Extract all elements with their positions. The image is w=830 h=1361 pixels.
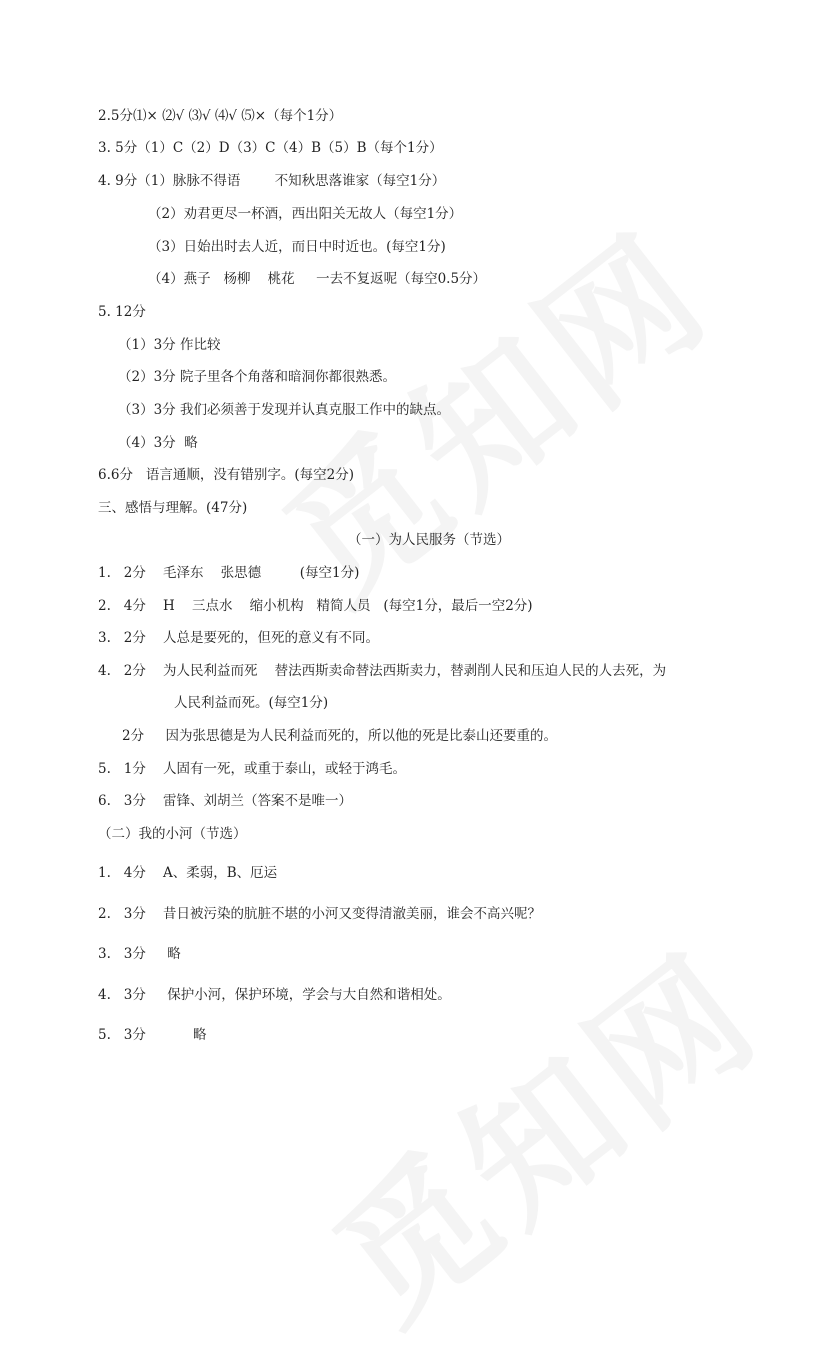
answer-line: 2. 4分 H 三点水 缩小机构 精简人员 (每空1分，最后一空2分) [98,598,533,614]
answer-line: （4）3分 略 [118,435,198,451]
answer-line: 6. 3分 雷锋、刘胡兰（答案不是唯一） [98,793,353,809]
answer-line: （2）劝君更尽一杯酒，西出阳关无故人（每空1分） [148,206,463,222]
answer-line: 3. 5分（1）C（2）D（3）C（4）B（5）B（每个1分） [98,140,443,156]
answer-line: 2分 因为张思德是为人民利益而死的，所以他的死是比泰山还要重的。 [122,728,558,744]
answer-line: 1. 4分 A、柔弱，B、厄运 [98,865,278,881]
answer-line: 3. 2分 人总是要死的，但死的意义有不同。 [98,630,380,646]
answer-line: 4. 3分 保护小河，保护环境，学会与大自然和谐相处。 [98,987,451,1003]
answer-line: （4）燕子 杨柳 桃花 一去不复返呢（每空0.5分） [148,271,487,287]
section-heading: 三、感悟与理解。(47分) [98,500,248,516]
watermark [284,895,795,1361]
answer-line: 5. 12分 [98,304,146,320]
answer-line: 4. 9分（1）脉脉不得语 不知秋思落谁家（每空1分） [98,173,446,189]
answer-line: 2. 3分 昔日被污染的肮脏不堪的小河又变得清澈美丽，谁会不高兴呢？ [98,906,542,922]
answer-line: 6.6分 语言通顺，没有错别字。(每空2分) [98,467,354,483]
answer-line: 4. 2分 为人民利益而死 替法西斯卖命替法西斯卖力，替剥削人民和压迫人民的人去死，为 [98,663,667,679]
answer-line: 5. 1分 人固有一死，或重于泰山，或轻于鸿毛。 [98,761,407,777]
answer-line: （2）3分 院子里各个角落和暗洞你都很熟悉。 [118,369,396,385]
answer-line: 人民利益而死。(每空1分) [174,695,329,711]
answer-line: （3）日始出时去人近，而日中时近也。(每空1分) [148,239,446,255]
answer-line: 3. 3分 略 [98,946,181,962]
answer-line: （3）3分 我们必须善于发现并认真克服工作中的缺点。 [118,402,450,418]
subsection-title: （二）我的小河（节选） [98,826,247,842]
answer-line: 1. 2分 毛泽东 张思德 (每空1分) [98,565,360,581]
answer-line: 5. 3分 略 [98,1027,207,1043]
answer-line: 2.5分⑴× ⑵√ ⑶√ ⑷√ ⑸×（每个1分） [98,108,343,124]
answer-line: （1）3分 作比较 [118,337,221,353]
subsection-title: （一）为人民服务（节选） [348,532,510,548]
